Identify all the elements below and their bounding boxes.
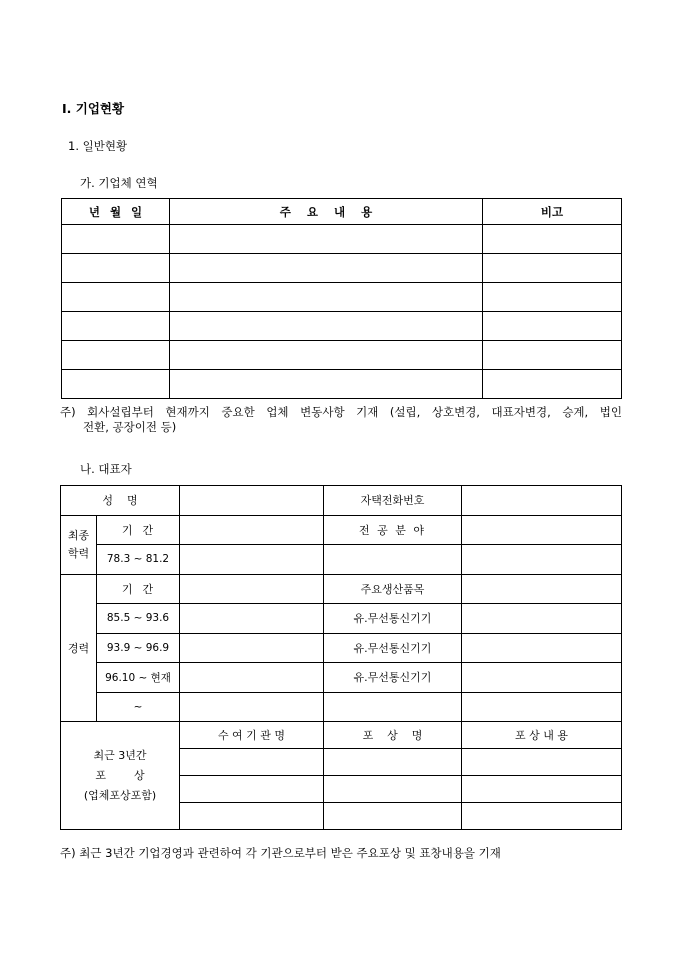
history-cell[interactable]: [170, 312, 483, 341]
history-note-line2: 전환, 공장이전 등): [83, 419, 177, 434]
history-cell[interactable]: [170, 341, 483, 370]
education-label: [61, 515, 97, 574]
awards-cell[interactable]: [180, 803, 324, 830]
representative-table: [60, 485, 622, 830]
table-row: [62, 225, 622, 254]
career-product[interactable]: 유.무선통신기기: [324, 663, 462, 693]
career-company-header: [180, 574, 324, 604]
education-extra[interactable]: [462, 545, 622, 575]
career-company[interactable]: [180, 663, 324, 693]
table-row: [61, 604, 622, 634]
history-header-content: 주 요 내 용: [170, 199, 483, 225]
education-label-line1: 최종: [67, 528, 90, 542]
history-cell[interactable]: [483, 254, 622, 283]
history-heading: 가. 기업체 연혁: [80, 176, 158, 190]
representative-heading: 나. 대표자: [80, 462, 132, 476]
table-row: [62, 370, 622, 399]
history-cell[interactable]: [483, 312, 622, 341]
education-label-line2: 학력: [67, 546, 90, 560]
table-row: [62, 312, 622, 341]
history-cell[interactable]: [62, 225, 170, 254]
education-school-header: [180, 515, 324, 545]
history-cell[interactable]: [62, 254, 170, 283]
career-extra[interactable]: [462, 633, 622, 663]
career-period[interactable]: ~: [97, 692, 180, 722]
career-company[interactable]: [180, 633, 324, 663]
table-row: [61, 545, 622, 575]
history-cell[interactable]: [483, 370, 622, 399]
awards-cell[interactable]: [462, 803, 622, 830]
history-cell[interactable]: [62, 370, 170, 399]
career-header-row: [61, 574, 622, 604]
awards-cell[interactable]: [324, 749, 462, 776]
career-period[interactable]: 85.5 ~ 93.6: [97, 604, 180, 634]
table-row: [62, 254, 622, 283]
awards-label-line2: 포 상: [95, 768, 145, 782]
career-extra[interactable]: [462, 692, 622, 722]
career-period-label: 기 간: [97, 574, 180, 604]
table-row: [61, 663, 622, 693]
career-product-label: 주요생산품목: [324, 574, 462, 604]
education-period-label: 기 간: [97, 515, 180, 545]
name-value[interactable]: [180, 486, 324, 516]
table-row: [61, 692, 622, 722]
education-major-header-value: [462, 515, 622, 545]
history-note: [60, 405, 622, 434]
history-cell[interactable]: [483, 341, 622, 370]
career-extra-header: [462, 574, 622, 604]
home-phone-value[interactable]: [462, 486, 622, 516]
awards-cell[interactable]: [462, 776, 622, 803]
home-phone-label: 자택전화번호: [324, 486, 462, 516]
history-header-row: [62, 199, 622, 225]
history-cell[interactable]: [170, 370, 483, 399]
education-major-label: 전 공 분 야: [324, 515, 462, 545]
history-cell[interactable]: [62, 341, 170, 370]
subsection-title: 1. 일반현황: [68, 139, 128, 153]
history-cell[interactable]: [62, 312, 170, 341]
name-label: 성 명: [61, 486, 180, 516]
table-row: [62, 283, 622, 312]
career-period[interactable]: 96.10 ~ 현재: [97, 663, 180, 693]
awards-label-line1: 최근 3년간: [93, 748, 147, 762]
history-cell[interactable]: [170, 254, 483, 283]
history-table: [61, 198, 622, 399]
career-product[interactable]: 유.무선통신기기: [324, 633, 462, 663]
name-row: [61, 486, 622, 516]
history-note-line1: 주) 회사설립부터 현재까지 중요한 업체 변동사항 기재 (설립, 상호변경, 대표자변경, 승계, 법인: [60, 405, 622, 419]
history-header-remark: 비고: [483, 199, 622, 225]
career-company[interactable]: [180, 692, 324, 722]
awards-header-detail: 포 상 내 용: [462, 722, 622, 749]
education-header-row: [61, 515, 622, 545]
table-row: [62, 341, 622, 370]
career-period[interactable]: 93.9 ~ 96.9: [97, 633, 180, 663]
awards-header-org: 수 여 기 관 명: [180, 722, 324, 749]
awards-label: [61, 722, 180, 830]
awards-cell[interactable]: [324, 776, 462, 803]
awards-note: 주) 최근 3년간 기업경영과 관련하여 각 기관으로부터 받은 주요포상 및 표창내용을 기재: [60, 846, 501, 860]
education-period[interactable]: 78.3 ~ 81.2: [97, 545, 180, 575]
history-cell[interactable]: [170, 225, 483, 254]
career-extra[interactable]: [462, 663, 622, 693]
awards-cell[interactable]: [180, 749, 324, 776]
history-cell[interactable]: [62, 283, 170, 312]
section-title: I. 기업현황: [62, 101, 125, 116]
awards-cell[interactable]: [180, 776, 324, 803]
education-school[interactable]: [180, 545, 324, 575]
career-extra[interactable]: [462, 604, 622, 634]
career-company[interactable]: [180, 604, 324, 634]
awards-cell[interactable]: [462, 749, 622, 776]
history-cell[interactable]: [170, 283, 483, 312]
education-major[interactable]: [324, 545, 462, 575]
awards-header-name: 포 상 명: [324, 722, 462, 749]
history-header-date: 년 월 일: [62, 199, 170, 225]
table-row: [61, 633, 622, 663]
awards-header-row: [61, 722, 622, 749]
career-product[interactable]: 유.무선통신기기: [324, 604, 462, 634]
career-product[interactable]: [324, 692, 462, 722]
history-cell[interactable]: [483, 283, 622, 312]
history-cell[interactable]: [483, 225, 622, 254]
awards-cell[interactable]: [324, 803, 462, 830]
awards-label-line3: (업체포상포함): [83, 788, 157, 802]
career-label: 경력: [61, 574, 97, 722]
